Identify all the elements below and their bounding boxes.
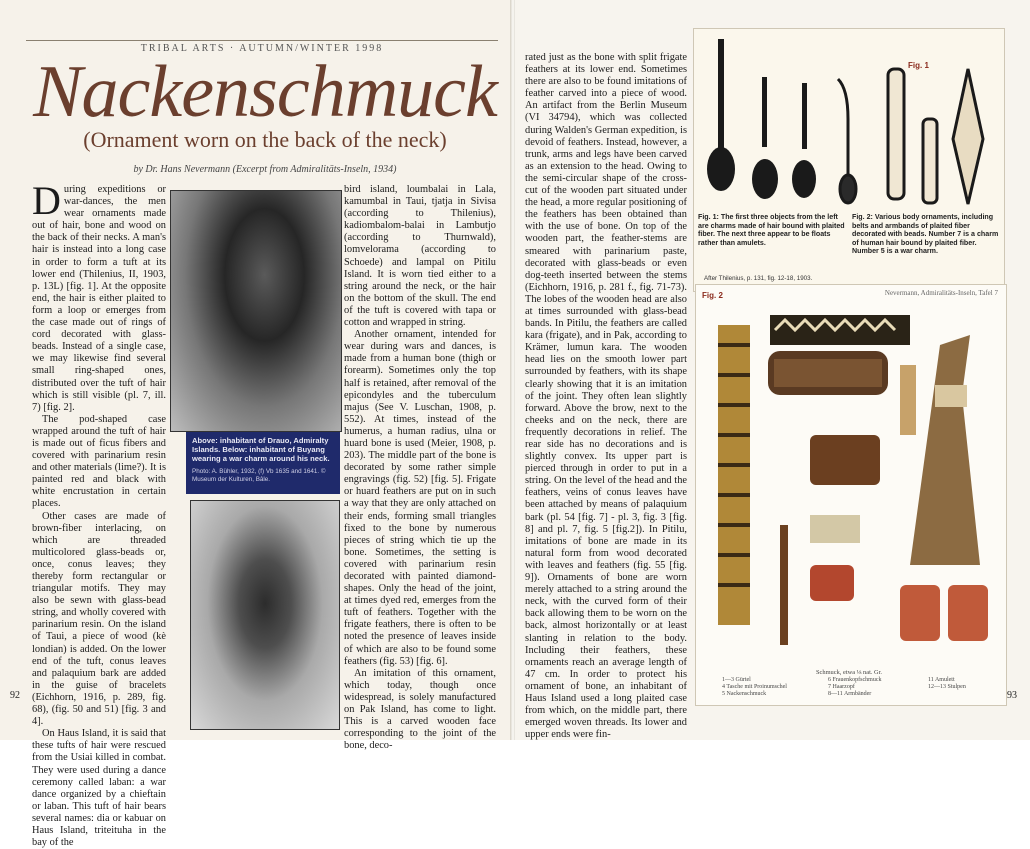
byline-source: Admiralitäts-Inseln (290, 164, 369, 175)
figure-1 (693, 28, 1005, 292)
photo-warrior (190, 500, 340, 730)
photo-man-with-pipe (170, 190, 342, 432)
photo-credit: Photo: A. Bühler, 1932, (f) Vb 1635 and 1641. © Museum der Kulturen, Bâle. (192, 468, 326, 483)
article-subtitle: (Ornament worn on the back of the neck) (83, 127, 447, 152)
plate-title: Nevermann, Admiralitäts-Inseln, Tafel 7 (884, 289, 998, 297)
drop-cap: D (32, 178, 61, 223)
byline-prefix: by Dr. Hans Nevermann (Excerpt from (133, 164, 291, 175)
plate-legend-left: 1—3 Gürtel 4 Tasche mit Proinumschel 5 Nackenschmuck (722, 677, 787, 697)
fig-2-caption: Fig. 2: Various body ornaments, including belts and armbands of plaited fiber decorated with beads. Number 7 is a charm of human hair bound by plaited fiber. Number 5 is a war charm. (852, 213, 999, 256)
hair-charm-icon (707, 39, 816, 199)
paragraph: Another ornament, intended for wear during wars and dances, is made from a human bone (thigh or forearm). Sometimes only the top half is retained, after removal of the epicondyles and the tuberculum majus (See V. Luschan, 1908, p. 552). At times, instead of the humerus, a human radius, ulna or huard bone is used (Meier, 1908, p. 203). The middle part of the bone is decorated by some rather simple engravings (fig. 52) [fig. 5]. Frigate or huard feathers are put on in such a way that they are only attached on their ends, forming small triangles fixed to the bone by numerous pieces of string which tie up the bone. Sometimes, the setting is covered with parinarium resin decorated with painted diamond-shapes. Only the head of the joint, at times dyed red, emerges from the tuft of feathers. Together with the frigate feathers, there is often to be noted the presence of leaves inside of which are also to be found some feathers (fig. 53) [fig. 6]. (344, 329, 496, 667)
fig-1-illustration (698, 29, 998, 209)
page-number-right: 93 (1007, 690, 1017, 701)
fig-2-label: Fig. 2 (702, 291, 723, 300)
paragraph: rated just as the bone with split frigate feathers at its lower end. Sometimes there are also to be found imitations of feather carved into a piece of wood. An artifact from the Berlin Museum (VI 34794), which was collected during Walden's German expedition, is devoid of feathers. Instead, however, a trunk, arms and legs have been carved as an extension to the head. Owing to the semi-circular shape of the cross-cut of the wooden part situated under the head, a more regular positioning of the feathers has been obtained than with the use of bone. On top of the wooden part, the feather-stems are smeared with parinarium paste, decorated with glass-beads or even dog-teeth inserted between the stems (Eichhorn, 1916, p. 281 f., fig. 71-73). The lobes of the wooden head are also at times surrounded with glass-bead bands. In Pitilu, the feathers are called kara (frigate), and in Pak, according to Krämer, lumun kara. The wooden head lies on the smooth lower part surrounded by feathers, with its shape clearly showing that it is an imitation of the joint. They often lean slightly forward. Above the brow, next to the cheeks and on the neck, there are frequently decorations in relief. The rear side has no decorations and is slightly convex. Its upper part is pierced through in order to put in a string. On the level of the head and the feathers, veins of conus leaves have been attached by means of palaquium bark (pl. 54 [fig. 7] - pl. 3, fig. 3 [fig. 8] and pl. 7, fig. 5 [fig.2]). In Pitilu, imitations of bone are made in its natural form from wood decorated with leaves and feathers (fig. 55 [fig. 9]). Ornaments of bone are worn merely attached to a string around the neck, with the curved form of their back allowing them to be worn on the back, almost horizontally or at least slanting in relation to the body. Including their feathers, these ornaments reach an average length of 47 cm. In order to protect his ornament of bone, an inhabitant of Haus Island used a long plaited case from which, on the middle part, there emerged woven threads. Its lower and upper ends were fin- (525, 52, 687, 741)
paragraph: The pod-shaped case wrapped around the tuft of hair is made out of ficus fibers and covered with parinarium resin and other materials (lime?). It is painted red and black with white encrustation in certain places. (32, 413, 166, 510)
paragraph: During expeditions or war-dances, the men wear ornaments made out of hair, bone and wood on the back of their necks. A man's hair is instead into a long case in order to form a tuft at its lower end (Thilenius, II, 1903, p. 13L) [fig. 1]. At the opposite end, the hair is either plaited to form a loop or emerges from the case made out of rings of cord decorated with glass-beads. Instead of a single case, we may likewise find several small ring-shaped ones, distributed over the tuft of hair which is still visible (pl. 7, ill. 7) [fig. 2]. (32, 178, 166, 413)
column-1 (32, 178, 166, 849)
photo-caption-text: Above: inhabitant of Drauo, Admiralty Islands. Below: inhabitant of Buyang wearing a war charm around his neck. (192, 436, 330, 463)
byline (30, 164, 500, 175)
photo-caption (186, 432, 340, 494)
plate-legend-right: 11 Amulett 12—13 Stulpen (928, 677, 966, 690)
plate-legend-mid: 6 Frauenkopfschmuck 7 Haarzopf 8—11 Armbänder (828, 677, 882, 697)
plate-scale: Schmuck, etwa ⅛ nat. Gr. (816, 669, 883, 676)
float-icon (838, 69, 983, 204)
fig-2-plate-illustration (700, 305, 1000, 665)
figure-head-charm-icon (900, 335, 980, 565)
article-title: Nackenschmuck (33, 51, 497, 133)
page-number-left: 92 (10, 690, 20, 701)
byline-suffix: , 1934) (368, 164, 397, 175)
column-2 (344, 184, 496, 752)
paragraph: bird island, loumbalai in Lala, kamumbal in Taui, tjatja in Sivisa (according to Thilenius), kadiombalom-balai in Lambutjo (according to Thurnwald), lomvelorama (according to Schoede) and lampal on Pitilu Island. It is worn tied either to a string around the neck, or the hair on the bottom of the skull. The end of the tuft is covered with tapa or cotton and wrapped in string. (344, 184, 496, 329)
right-page (515, 0, 1030, 740)
column-3 (525, 52, 687, 741)
left-page (0, 0, 512, 849)
fig-1-caption: Fig. 1: The first three objects from the left are charms made of hair bound with plaited fiber. The next three appear to be floats rather than amulets. (698, 213, 845, 247)
fig-1-source: After Thilenius, p. 131, fig. 12-18, 1903. (704, 275, 813, 282)
paragraph: On Haus Island, it is said that these tufts of hair were rescued from the Usiai killed in combat. They were used during a dance ceremony called laban: a war dance organized by a chieftain or laban. This tuft of hair bears several names: dia or kabuar on Haus Island, triteituha in the bay of the (32, 728, 166, 849)
paragraph: Other cases are made of brown-fiber interlacing, on which are threaded multicolored glass-beads or, once, conus leaves; they thereby form rectangular or triangular motifs. They may also be sewn with glass-bead string, and wholly covered with parinarium resin. On the island of Taui, a piece of wood (kè londian) is added. On the lower end of the tuft, conus leaves and palaquium bark are added in the guise of bracelets (Eichhorn, 1916, p. 289, fig. 68), (fig. 50 and 51) [fig. 3 and 4]. (32, 510, 166, 728)
running-head: TRIBAL ARTS · AUTUMN/WINTER 1998 (26, 40, 498, 54)
figure-2 (695, 284, 1007, 706)
belt-icon (768, 315, 910, 395)
paragraph: An imitation of this ornament, which today, though once widespread, is solely manufactured on Pak Island, has come to light. This is a carved wooden face corresponding to the joint of the bone, deco- (344, 667, 496, 752)
fig-1-label: Fig. 1 (908, 61, 929, 70)
